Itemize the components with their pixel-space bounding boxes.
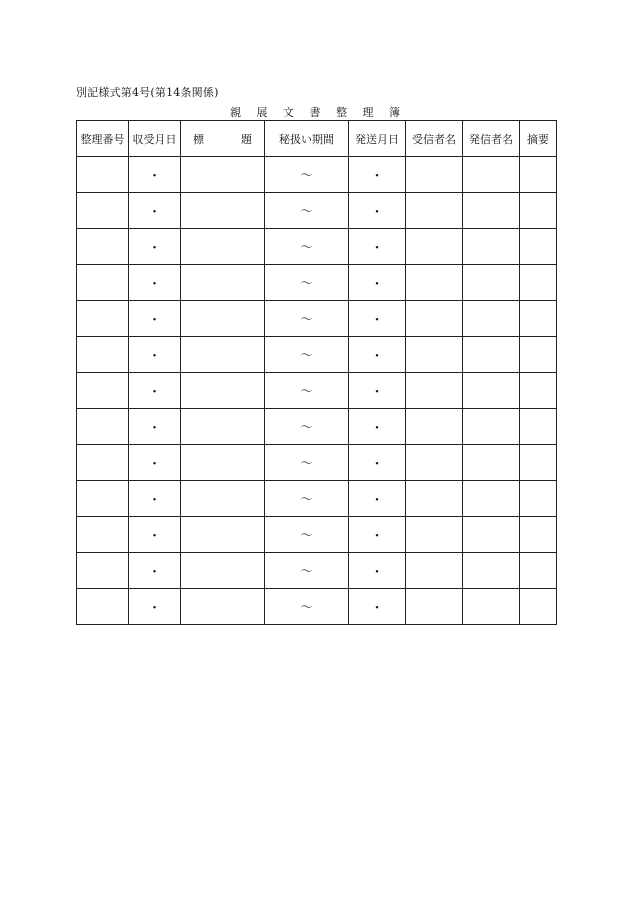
cell-received-date bbox=[129, 445, 181, 481]
header-secret-period: 秘扱い期間 bbox=[265, 121, 349, 157]
cell-received-date-mark: ・ bbox=[147, 349, 161, 364]
cell-received-date-mark: ・ bbox=[147, 601, 161, 616]
cell-summary bbox=[520, 301, 557, 337]
cell-summary bbox=[520, 517, 557, 553]
cell-summary bbox=[520, 589, 557, 625]
cell-sent-date-mark: ・ bbox=[370, 529, 384, 544]
cell-recipient bbox=[406, 265, 463, 301]
cell-summary bbox=[520, 445, 557, 481]
document-title-char: 書 bbox=[309, 106, 321, 119]
cell-secret-period-mark: 〜 bbox=[300, 276, 313, 290]
cell-received-date bbox=[129, 193, 181, 229]
cell-title bbox=[181, 373, 265, 409]
cell-secret-period-mark: 〜 bbox=[300, 492, 313, 506]
document-title-char: 親 bbox=[230, 106, 241, 119]
cell-received-date-mark: ・ bbox=[147, 385, 161, 400]
header-sender: 発信者名 bbox=[463, 121, 520, 157]
cell-title bbox=[181, 229, 265, 265]
cell-sent-date-mark: ・ bbox=[370, 169, 384, 184]
cell-sent-date-mark: ・ bbox=[370, 601, 384, 616]
cell-number bbox=[77, 229, 129, 265]
header-summary: 摘要 bbox=[520, 121, 557, 157]
cell-number bbox=[77, 481, 129, 517]
cell-received-date-mark: ・ bbox=[147, 313, 161, 328]
cell-title bbox=[181, 553, 265, 589]
cell-received-date-mark: ・ bbox=[147, 205, 161, 220]
cell-secret-period-mark: 〜 bbox=[300, 204, 313, 218]
document-title-char: 簿 bbox=[389, 106, 400, 119]
cell-summary bbox=[520, 553, 557, 589]
cell-recipient bbox=[406, 445, 463, 481]
header-recipient: 受信者名 bbox=[406, 121, 463, 157]
cell-number bbox=[77, 265, 129, 301]
header-title bbox=[181, 121, 265, 157]
cell-title bbox=[181, 193, 265, 229]
cell-sent-date-mark: ・ bbox=[370, 421, 384, 436]
cell-secret-period-mark: 〜 bbox=[300, 528, 313, 542]
table-row bbox=[77, 481, 557, 517]
header-row bbox=[77, 121, 557, 157]
header-number: 整理番号 bbox=[77, 121, 129, 157]
cell-received-date bbox=[129, 157, 181, 193]
cell-sent-date-mark: ・ bbox=[370, 277, 384, 292]
cell-sent-date-mark: ・ bbox=[370, 313, 384, 328]
cell-sent-date bbox=[349, 265, 406, 301]
cell-sender bbox=[463, 193, 520, 229]
cell-secret-period-mark: 〜 bbox=[300, 420, 313, 434]
cell-title bbox=[181, 301, 265, 337]
cell-secret-period bbox=[265, 337, 349, 373]
ledger-body bbox=[77, 157, 557, 625]
cell-number bbox=[77, 553, 129, 589]
table-row bbox=[77, 337, 557, 373]
cell-summary bbox=[520, 481, 557, 517]
cell-recipient bbox=[406, 229, 463, 265]
cell-number bbox=[77, 157, 129, 193]
header-received-date: 収受月日 bbox=[129, 121, 181, 157]
cell-received-date-mark: ・ bbox=[147, 241, 161, 256]
cell-secret-period bbox=[265, 589, 349, 625]
cell-summary bbox=[520, 193, 557, 229]
cell-secret-period bbox=[265, 373, 349, 409]
cell-received-date bbox=[129, 517, 181, 553]
cell-recipient bbox=[406, 337, 463, 373]
cell-secret-period bbox=[265, 157, 349, 193]
cell-secret-period bbox=[265, 193, 349, 229]
table-row bbox=[77, 589, 557, 625]
cell-received-date bbox=[129, 409, 181, 445]
cell-secret-period-mark: 〜 bbox=[300, 456, 313, 470]
table-row bbox=[77, 301, 557, 337]
header-sent-date: 発送月日 bbox=[349, 121, 406, 157]
cell-secret-period-mark: 〜 bbox=[300, 600, 313, 614]
cell-secret-period-mark: 〜 bbox=[300, 312, 313, 326]
table-row bbox=[77, 265, 557, 301]
cell-sent-date bbox=[349, 157, 406, 193]
cell-summary bbox=[520, 265, 557, 301]
cell-sent-date bbox=[349, 589, 406, 625]
cell-sent-date-mark: ・ bbox=[370, 349, 384, 364]
cell-received-date bbox=[129, 553, 181, 589]
cell-received-date-mark: ・ bbox=[147, 493, 161, 508]
table-row bbox=[77, 157, 557, 193]
cell-secret-period bbox=[265, 301, 349, 337]
cell-recipient bbox=[406, 589, 463, 625]
cell-received-date-mark: ・ bbox=[147, 457, 161, 472]
cell-sent-date bbox=[349, 553, 406, 589]
cell-summary bbox=[520, 409, 557, 445]
cell-sender bbox=[463, 553, 520, 589]
document-title-char: 整 bbox=[336, 106, 347, 119]
header-title-left: 標 bbox=[193, 132, 204, 146]
cell-number bbox=[77, 445, 129, 481]
cell-sender bbox=[463, 373, 520, 409]
cell-sent-date bbox=[349, 301, 406, 337]
cell-secret-period bbox=[265, 409, 349, 445]
cell-sent-date bbox=[349, 517, 406, 553]
cell-received-date bbox=[129, 481, 181, 517]
cell-sent-date-mark: ・ bbox=[370, 493, 384, 508]
cell-sender bbox=[463, 229, 520, 265]
cell-received-date-mark: ・ bbox=[147, 529, 161, 544]
cell-sender bbox=[463, 589, 520, 625]
cell-secret-period-mark: 〜 bbox=[300, 348, 313, 362]
cell-received-date-mark: ・ bbox=[147, 565, 161, 580]
table-row bbox=[77, 553, 557, 589]
cell-sender bbox=[463, 337, 520, 373]
cell-sent-date bbox=[349, 409, 406, 445]
cell-summary bbox=[520, 157, 557, 193]
table-row bbox=[77, 229, 557, 265]
cell-sent-date bbox=[349, 337, 406, 373]
cell-sent-date bbox=[349, 373, 406, 409]
cell-summary bbox=[520, 337, 557, 373]
cell-recipient bbox=[406, 301, 463, 337]
header-title-right: 題 bbox=[241, 132, 252, 146]
cell-secret-period bbox=[265, 265, 349, 301]
cell-title bbox=[181, 409, 265, 445]
cell-title bbox=[181, 265, 265, 301]
cell-sender bbox=[463, 265, 520, 301]
cell-secret-period bbox=[265, 481, 349, 517]
cell-recipient bbox=[406, 553, 463, 589]
cell-number bbox=[77, 409, 129, 445]
cell-sender bbox=[463, 517, 520, 553]
cell-secret-period bbox=[265, 229, 349, 265]
cell-sent-date bbox=[349, 445, 406, 481]
cell-sender bbox=[463, 157, 520, 193]
document-title-char: 文 bbox=[283, 106, 294, 119]
cell-received-date bbox=[129, 373, 181, 409]
cell-received-date-mark: ・ bbox=[147, 277, 161, 292]
cell-sender bbox=[463, 481, 520, 517]
cell-number bbox=[77, 517, 129, 553]
cell-received-date bbox=[129, 337, 181, 373]
cell-secret-period-mark: 〜 bbox=[300, 384, 313, 398]
table-row bbox=[77, 193, 557, 229]
cell-received-date bbox=[129, 229, 181, 265]
cell-number bbox=[77, 373, 129, 409]
cell-title bbox=[181, 337, 265, 373]
cell-sent-date bbox=[349, 193, 406, 229]
cell-recipient bbox=[406, 373, 463, 409]
table-row bbox=[77, 517, 557, 553]
cell-title bbox=[181, 157, 265, 193]
cell-number bbox=[77, 193, 129, 229]
cell-received-date bbox=[129, 301, 181, 337]
cell-sent-date-mark: ・ bbox=[370, 205, 384, 220]
cell-sent-date bbox=[349, 481, 406, 517]
cell-sent-date bbox=[349, 229, 406, 265]
cell-secret-period bbox=[265, 553, 349, 589]
document-title-char: 展 bbox=[256, 106, 268, 119]
cell-sent-date-mark: ・ bbox=[370, 241, 384, 256]
cell-summary bbox=[520, 373, 557, 409]
cell-recipient bbox=[406, 157, 463, 193]
cell-received-date bbox=[129, 589, 181, 625]
cell-secret-period-mark: 〜 bbox=[300, 168, 313, 182]
table-row bbox=[77, 445, 557, 481]
cell-recipient bbox=[406, 193, 463, 229]
cell-sent-date-mark: ・ bbox=[370, 457, 384, 472]
document-title-char: 理 bbox=[362, 106, 374, 119]
cell-recipient bbox=[406, 517, 463, 553]
cell-secret-period bbox=[265, 445, 349, 481]
cell-number bbox=[77, 301, 129, 337]
form-reference: 別記様式第4号(第14条関係) bbox=[76, 86, 219, 99]
cell-number bbox=[77, 589, 129, 625]
table-row bbox=[77, 373, 557, 409]
cell-number bbox=[77, 337, 129, 373]
cell-title bbox=[181, 517, 265, 553]
cell-title bbox=[181, 589, 265, 625]
document-ledger-table bbox=[76, 120, 557, 625]
cell-received-date-mark: ・ bbox=[147, 421, 161, 436]
table-row bbox=[77, 409, 557, 445]
cell-sent-date-mark: ・ bbox=[370, 385, 384, 400]
cell-received-date bbox=[129, 265, 181, 301]
cell-secret-period-mark: 〜 bbox=[300, 564, 313, 578]
cell-sender bbox=[463, 445, 520, 481]
document-title bbox=[230, 104, 400, 120]
cell-sender bbox=[463, 301, 520, 337]
cell-recipient bbox=[406, 481, 463, 517]
cell-secret-period bbox=[265, 517, 349, 553]
cell-title bbox=[181, 481, 265, 517]
cell-secret-period-mark: 〜 bbox=[300, 240, 313, 254]
cell-received-date-mark: ・ bbox=[147, 169, 161, 184]
cell-summary bbox=[520, 229, 557, 265]
cell-title bbox=[181, 445, 265, 481]
cell-recipient bbox=[406, 409, 463, 445]
cell-sender bbox=[463, 409, 520, 445]
cell-sent-date-mark: ・ bbox=[370, 565, 384, 580]
